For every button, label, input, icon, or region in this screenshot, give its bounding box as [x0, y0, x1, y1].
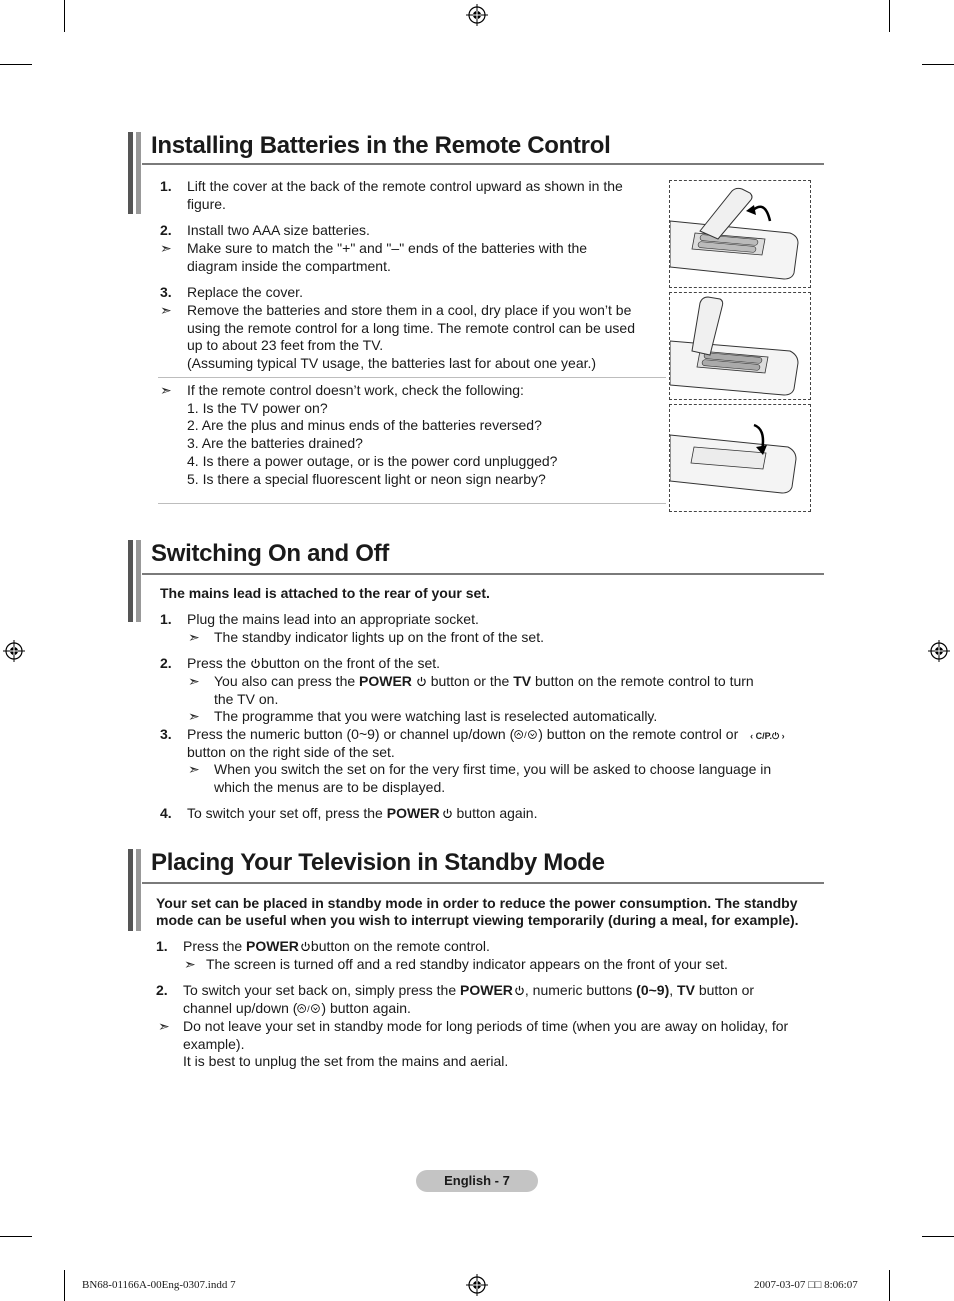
- remote-illustration-replace-cover: [669, 404, 811, 512]
- tv-label: TV: [677, 982, 695, 998]
- crop-mark: [64, 1270, 65, 1301]
- note-text: example).: [183, 1036, 245, 1052]
- note-text: It is best to unplug the set from the mains and aerial.: [183, 1053, 509, 1069]
- note-text: (Assuming typical TV usage, the batteries last for about one year.): [187, 355, 597, 371]
- step-text-part: Press the: [183, 938, 243, 954]
- step-text: button on the right side of the set.: [187, 744, 395, 760]
- step-text: [187, 804, 537, 822]
- step-number: 1.: [160, 178, 172, 194]
- step-text-part: channel up/down (: [183, 1000, 298, 1016]
- step-text: Install two AAA size batteries.: [187, 222, 370, 238]
- crop-mark: [0, 1236, 32, 1237]
- step-text-part: Press the: [187, 655, 247, 671]
- note-text: Remove the batteries and store them in a cool, dry place if you won’t be: [187, 302, 632, 318]
- note-text: diagram inside the compartment.: [187, 258, 391, 274]
- step-text: [187, 725, 785, 745]
- step-text-part: Press the numeric button (0~9) or channel up/down (: [187, 726, 515, 742]
- power-label: POWER: [386, 805, 440, 821]
- step-text: Replace the cover.: [187, 284, 303, 300]
- check-item: 3. Are the batteries drained?: [187, 435, 363, 451]
- footer-filename: BN68-01166A-00Eng-0307.indd 7: [82, 1279, 236, 1291]
- heading-rule: [142, 882, 824, 884]
- numeric-label: (0~9): [636, 982, 670, 998]
- note-text: [214, 672, 754, 690]
- heading-rule: [142, 573, 824, 575]
- step-text-part: button or: [698, 982, 755, 998]
- arrow-note-icon: ➣: [188, 673, 200, 689]
- crop-mark: [922, 1236, 954, 1237]
- power-label: POWER: [359, 673, 412, 689]
- step-text-part: button on the remote control.: [310, 938, 490, 954]
- step-number: 2.: [160, 655, 172, 671]
- step-text-part: ) button on the remote control or: [538, 726, 739, 742]
- note-text: using the remote control for a long time. The remote control can be used: [187, 320, 635, 336]
- arrow-note-icon: ➣: [158, 1018, 170, 1034]
- registration-mark-icon: [928, 640, 950, 662]
- step-text-part: , numeric buttons: [524, 982, 633, 998]
- crop-mark: [889, 0, 890, 32]
- divider: [158, 377, 666, 378]
- remote-illustration-open-cover: [669, 180, 811, 288]
- step-text-part: button again.: [456, 805, 538, 821]
- note-text: Do not leave your set in standby mode for long periods of time (when you are away on holiday, for: [183, 1018, 789, 1034]
- step-text: Plug the mains lead into an appropriate socket.: [187, 611, 479, 627]
- crop-mark: [0, 64, 32, 65]
- section-title: Switching On and Off: [151, 540, 389, 567]
- step-number: 1.: [160, 611, 172, 627]
- step-text-part: ) button again.: [321, 1000, 411, 1016]
- heading-bar: [136, 132, 141, 214]
- power-icon: [514, 985, 525, 996]
- crop-mark: [922, 64, 954, 65]
- cp-button-icon: ‹ C/P.⏻ ›: [750, 731, 785, 741]
- registration-mark-icon: [466, 4, 488, 26]
- arrow-note-icon: ➣: [160, 302, 172, 318]
- channel-up-down-icon: [514, 729, 538, 740]
- note-text: When you switch the set on for the very first time, you will be asked to choose language in: [214, 761, 772, 777]
- intro-text: mode can be useful when you wish to interrupt viewing temporarily (during a meal, for example).: [156, 912, 799, 928]
- divider: [158, 503, 666, 504]
- arrow-note-icon: ➣: [160, 240, 172, 256]
- heading-bar: [128, 849, 133, 931]
- arrow-note-icon: ➣: [184, 956, 196, 972]
- registration-mark-icon: [3, 640, 25, 662]
- note-text: The screen is turned off and a red standby indicator appears on the front of your set.: [206, 956, 728, 972]
- section-title: Placing Your Television in Standby Mode: [151, 849, 605, 876]
- step-number: 1.: [156, 938, 168, 954]
- power-label: POWER: [460, 982, 513, 998]
- check-item: 4. Is there a power outage, or is the power cord unplugged?: [187, 453, 558, 469]
- step-number: 3.: [160, 726, 172, 742]
- arrow-note-icon: ➣: [160, 382, 172, 398]
- page-number-badge: English - 7: [416, 1170, 538, 1192]
- step-text: [183, 999, 411, 1017]
- arrow-note-icon: ➣: [188, 629, 200, 645]
- note-part: button or the: [430, 673, 510, 689]
- heading-bar: [136, 849, 141, 931]
- arrow-note-icon: ➣: [188, 708, 200, 724]
- footer-timestamp: 2007-03-07 □□ 8:06:07: [754, 1279, 858, 1291]
- step-text: Lift the cover at the back of the remote control upward as shown in the: [187, 178, 623, 194]
- step-text: [187, 654, 440, 672]
- power-label: POWER: [246, 938, 299, 954]
- power-icon: [442, 808, 453, 819]
- power-icon: [250, 658, 261, 669]
- crop-mark: [64, 0, 65, 32]
- check-item: 5. Is there a special fluorescent light or neon sign nearby?: [187, 471, 546, 487]
- check-item: 1. Is the TV power on?: [187, 400, 328, 416]
- arrow-note-icon: ➣: [188, 761, 200, 777]
- step-text: figure.: [187, 196, 226, 212]
- step-text-part: ,: [669, 982, 674, 998]
- tv-label: TV: [513, 673, 532, 689]
- step-text-part: To switch your set back on, simply press the: [183, 982, 457, 998]
- step-number: 4.: [160, 805, 172, 821]
- note-part: button on the remote control to turn: [535, 673, 754, 689]
- step-text-part: To switch your set off, press the: [187, 805, 383, 821]
- step-text-part: button on the front of the set.: [261, 655, 441, 671]
- section-title: Installing Batteries in the Remote Control: [151, 132, 611, 159]
- registration-mark-icon: [466, 1274, 488, 1296]
- step-number: 2.: [156, 982, 168, 998]
- note-text: up to about 23 feet from the TV.: [187, 337, 384, 353]
- power-icon: [300, 941, 311, 952]
- step-number: 3.: [160, 284, 172, 300]
- heading-rule: [142, 163, 824, 165]
- step-text: [183, 981, 754, 999]
- remote-illustration-insert-batteries: [669, 292, 811, 400]
- note-text: The standby indicator lights up on the front of the set.: [214, 629, 544, 645]
- note-text: Make sure to match the "+" and "–" ends of the batteries with the: [187, 240, 588, 256]
- channel-up-down-icon: [297, 1003, 321, 1014]
- intro-text: The mains lead is attached to the rear of your set.: [160, 585, 490, 601]
- note-text: which the menus are to be displayed.: [214, 779, 446, 795]
- cp-button-label: C/P.: [755, 731, 772, 741]
- power-icon: [416, 676, 427, 687]
- heading-bar: [136, 540, 141, 622]
- heading-bar: [128, 132, 133, 214]
- heading-bar: [128, 540, 133, 622]
- svg-text:/: /: [524, 730, 527, 740]
- note-text: The programme that you were watching last is reselected automatically.: [214, 708, 658, 724]
- intro-text: Your set can be placed in standby mode in order to reduce the power consumption. The standby: [156, 895, 798, 911]
- check-item: 2. Are the plus and minus ends of the batteries reversed?: [187, 417, 542, 433]
- svg-text:/: /: [307, 1004, 311, 1014]
- step-number: 2.: [160, 222, 172, 238]
- note-part: You also can press the: [214, 673, 356, 689]
- crop-mark: [889, 1270, 890, 1301]
- step-text: [183, 937, 490, 955]
- note-text: the TV on.: [214, 691, 279, 707]
- check-text: If the remote control doesn’t work, check the following:: [187, 382, 524, 398]
